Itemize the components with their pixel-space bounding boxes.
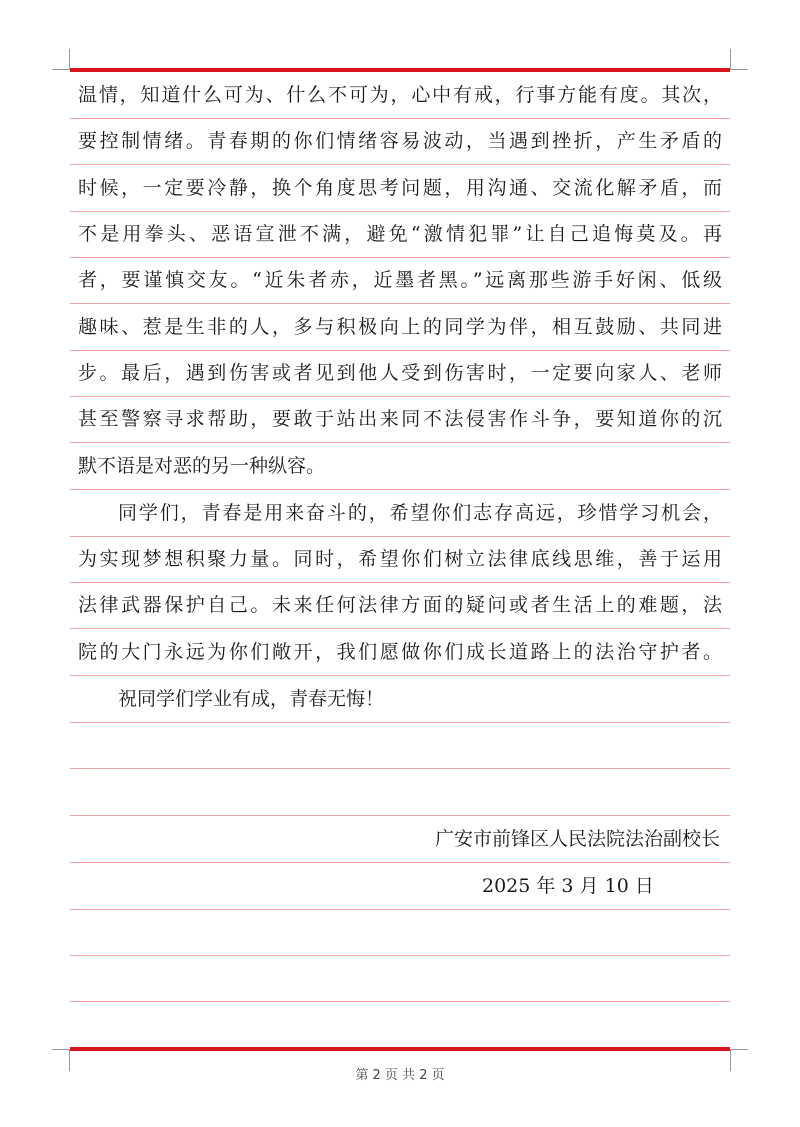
crop-mark-bottom-right-h: [730, 1049, 748, 1050]
crop-mark-top-right-v: [730, 49, 731, 69]
crop-mark-top-left-h: [52, 69, 70, 70]
body-text-line: 步。最后，遇到伤害或者见到他人受到伤害时，一定要向家人、老师: [78, 362, 722, 384]
body-text-line: 要控制情绪。青春期的你们情绪容易波动，当遇到挫折，产生矛盾的: [78, 130, 722, 152]
closing-wish: 祝同学们学业有成，青春无悔！: [118, 688, 385, 710]
ruled-line: [70, 768, 730, 769]
body-text-line: 为实现梦想积聚力量。同时，希望你们树立法律底线思维，善于运用: [78, 548, 722, 570]
body-text-line: 甚至警察寻求帮助，要敢于站出来同不法侵害作斗争，要知道你的沉: [78, 408, 722, 430]
body-text-line: 者，要谨慎交友。“近朱者赤，近墨者黑。”远离那些游手好闲、低级: [78, 269, 722, 291]
crop-mark-top-right-h: [730, 69, 748, 70]
body-text-line: 时候，一定要冷静，换个角度思考问题，用沟通、交流化解矛盾，而: [78, 177, 722, 199]
ruled-line: [70, 955, 730, 956]
ruled-line: [70, 1001, 730, 1002]
body-text-line: 不是用拳头、恶语宣泄不满，避免“激情犯罪”让自己追悔莫及。再: [78, 223, 722, 245]
signature-org: 广安市前锋区人民法院法治副校长: [434, 828, 720, 850]
crop-mark-top-left-v: [69, 49, 70, 69]
body-text-line: 温情，知道什么可为、什么不可为，心中有戒，行事方能有度。其次，: [78, 84, 722, 106]
ruled-line: [70, 722, 730, 723]
body-text-line: 院的大门永远为你们敞开，我们愿做你们成长道路上的法治守护者。: [78, 641, 722, 663]
ruled-line: [70, 909, 730, 910]
body-text-line: 法律武器保护自己。未来任何法律方面的疑问或者生活上的难题，法: [78, 594, 722, 616]
page-number-footer: 第 2 页 共 2 页: [355, 1068, 445, 1083]
bottom-red-rule: [70, 1047, 730, 1051]
signature-date: 2025 年 3 月 10 日: [482, 875, 654, 897]
body-text-line: 默不语是对恶的另一种纵容。: [78, 455, 326, 477]
crop-mark-bottom-left-h: [52, 1049, 70, 1050]
body-text-line: 趣味、惹是生非的人，多与积极向上的同学为伴，相互鼓励、共同进: [78, 316, 722, 338]
paragraph-first-line: 同学们，青春是用来奋斗的，希望你们志存高远，珍惜学习机会，: [118, 502, 722, 524]
